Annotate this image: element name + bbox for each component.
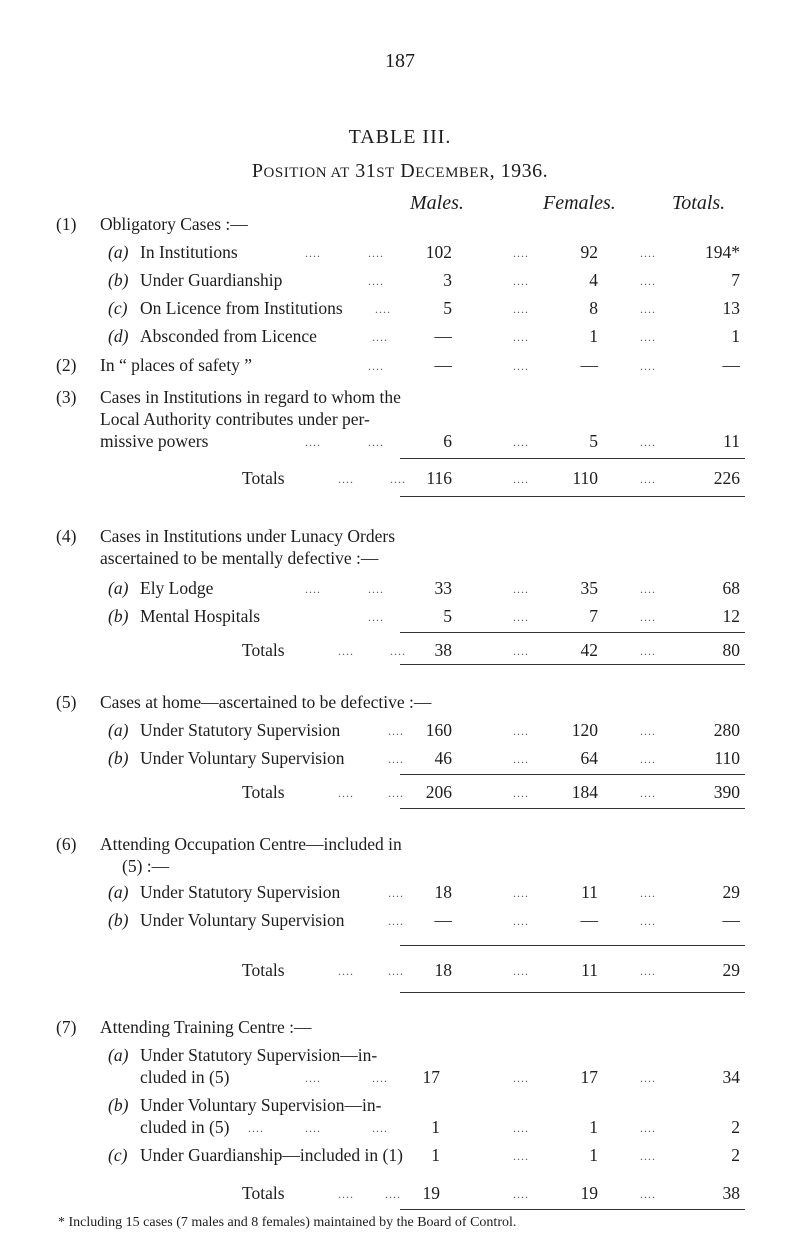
leader-dots: .... xyxy=(640,1071,656,1085)
leader-dots: .... xyxy=(368,359,384,373)
cell-females: 8 xyxy=(589,298,598,318)
section-label-line: ascertained to be mentally defective :— xyxy=(100,548,379,568)
totals-label: Totals xyxy=(242,1183,285,1203)
row-label: Under Voluntary Supervision xyxy=(140,748,345,768)
leader-dots: .... xyxy=(513,610,529,624)
cell-males: 160 xyxy=(425,720,452,740)
cell-males: — xyxy=(434,326,452,346)
cell-females: 120 xyxy=(571,720,598,740)
cell-totals: 13 xyxy=(722,298,740,318)
row-label: Under Voluntary Supervision—in- xyxy=(140,1095,382,1115)
total-totals: 226 xyxy=(713,468,740,488)
column-header-totals: Totals. xyxy=(672,192,726,214)
leader-dots: .... xyxy=(513,1121,529,1135)
leader-dots: .... xyxy=(338,472,354,486)
row-letter: (b) xyxy=(108,910,129,930)
total-males: 19 xyxy=(422,1183,440,1203)
leader-dots: .... xyxy=(388,724,404,738)
row-letter: (a) xyxy=(108,578,129,598)
cell-males: 46 xyxy=(434,748,452,768)
leader-dots: .... xyxy=(640,1121,656,1135)
leader-dots: .... xyxy=(305,1121,321,1135)
totals-rule xyxy=(400,458,745,459)
total-males: 206 xyxy=(425,782,452,802)
cell-females: 5 xyxy=(589,431,598,451)
cell-females: 92 xyxy=(580,242,598,262)
totals-rule xyxy=(400,992,745,993)
section-label: In “ places of safety ” xyxy=(100,355,253,375)
row-label: In Institutions xyxy=(140,242,238,262)
row-letter: (a) xyxy=(108,1045,129,1065)
leader-dots: .... xyxy=(338,964,354,978)
row-label: Ely Lodge xyxy=(140,578,214,598)
section-label: Attending Occupation Centre—included in xyxy=(100,834,402,854)
leader-dots: .... xyxy=(640,330,656,344)
leader-dots: .... xyxy=(640,610,656,624)
leader-dots: .... xyxy=(513,914,529,928)
section-label: Obligatory Cases :— xyxy=(100,214,248,234)
cell-males: 1 xyxy=(431,1117,440,1137)
leader-dots: .... xyxy=(640,786,656,800)
totals-label: Totals xyxy=(242,782,285,802)
leader-dots: .... xyxy=(375,302,391,316)
leader-dots: .... xyxy=(640,644,656,658)
row-letter: (a) xyxy=(108,882,129,902)
cell-males: 1 xyxy=(431,1145,440,1165)
total-males: 38 xyxy=(434,640,452,660)
leader-dots: .... xyxy=(513,786,529,800)
total-totals: 38 xyxy=(722,1183,740,1203)
row-label: Under Statutory Supervision xyxy=(140,720,341,740)
total-males: 18 xyxy=(434,960,452,980)
section-label: Attending Training Centre :— xyxy=(100,1017,312,1037)
leader-dots: .... xyxy=(513,886,529,900)
totals-label: Totals xyxy=(242,960,285,980)
leader-dots: .... xyxy=(640,302,656,316)
cell-males: 5 xyxy=(443,298,452,318)
total-males: 116 xyxy=(426,468,452,488)
footnote: * Including 15 cases (7 males and 8 females) maintained by the Board of Control. xyxy=(58,1215,517,1230)
total-totals: 390 xyxy=(713,782,740,802)
leader-dots: .... xyxy=(388,752,404,766)
section-label: Cases in Institutions in regard to whom the xyxy=(100,387,401,407)
cell-males: 18 xyxy=(434,882,452,902)
cell-females: 64 xyxy=(580,748,598,768)
leader-dots: .... xyxy=(513,246,529,260)
total-totals: 80 xyxy=(722,640,740,660)
cell-males: 17 xyxy=(422,1067,440,1087)
row-letter: (b) xyxy=(108,1095,129,1115)
table-title: TABLE III. xyxy=(348,126,452,148)
cell-females: — xyxy=(580,910,598,930)
section-label: Cases at home—ascertained to be defective :— xyxy=(100,692,432,712)
cell-totals: 1 xyxy=(731,326,740,346)
totals-rule xyxy=(400,774,745,775)
leader-dots: .... xyxy=(640,886,656,900)
row-letter: (b) xyxy=(108,748,129,768)
leader-dots: .... xyxy=(368,246,384,260)
row-label: Mental Hospitals xyxy=(140,606,261,626)
section-number: (3) xyxy=(56,387,77,407)
section-number: (4) xyxy=(56,526,77,546)
page-number: 187 xyxy=(385,50,415,72)
total-females: 184 xyxy=(571,782,598,802)
row-label: On Licence from Institutions xyxy=(140,298,343,318)
row-label: Under Guardianship xyxy=(140,270,283,290)
leader-dots: .... xyxy=(513,330,529,344)
leader-dots: .... xyxy=(513,752,529,766)
row-label: Under Guardianship—included in (1) xyxy=(140,1145,403,1165)
row-label: Under Voluntary Supervision xyxy=(140,910,345,930)
cell-totals: 2 xyxy=(731,1117,740,1137)
leader-dots: .... xyxy=(338,644,354,658)
leader-dots: .... xyxy=(640,914,656,928)
totals-rule xyxy=(400,945,745,946)
leader-dots: .... xyxy=(338,786,354,800)
total-totals: 29 xyxy=(722,960,740,980)
cell-females: 4 xyxy=(589,270,598,290)
leader-dots: .... xyxy=(513,359,529,373)
leader-dots: .... xyxy=(640,582,656,596)
leader-dots: .... xyxy=(372,1121,388,1135)
leader-dots: .... xyxy=(640,359,656,373)
cell-females: 1 xyxy=(589,1145,598,1165)
leader-dots: .... xyxy=(390,644,406,658)
leader-dots: .... xyxy=(640,964,656,978)
totals-rule xyxy=(400,1209,745,1210)
totals-label: Totals xyxy=(242,468,285,488)
cell-males: — xyxy=(434,910,452,930)
leader-dots: .... xyxy=(513,1187,529,1201)
cell-females: — xyxy=(580,355,598,375)
cell-totals: 29 xyxy=(722,882,740,902)
leader-dots: .... xyxy=(640,435,656,449)
cell-females: 1 xyxy=(589,326,598,346)
leader-dots: .... xyxy=(388,964,404,978)
cell-females: 17 xyxy=(580,1067,598,1087)
leader-dots: .... xyxy=(368,274,384,288)
leader-dots: .... xyxy=(305,435,321,449)
leader-dots: .... xyxy=(513,1071,529,1085)
leader-dots: .... xyxy=(368,582,384,596)
leader-dots: .... xyxy=(368,610,384,624)
section-label-line: (5) :— xyxy=(122,856,170,876)
cell-males: — xyxy=(434,355,452,375)
section-label-line: Local Authority contributes under per- xyxy=(100,409,370,429)
section-number: (5) xyxy=(56,692,77,712)
cell-females: 1 xyxy=(589,1117,598,1137)
leader-dots: .... xyxy=(513,582,529,596)
row-label-line: cluded in (5) xyxy=(140,1117,230,1137)
row-letter: (d) xyxy=(108,326,129,346)
leader-dots: .... xyxy=(385,1187,401,1201)
leader-dots: .... xyxy=(640,1149,656,1163)
total-females: 110 xyxy=(572,468,598,488)
leader-dots: .... xyxy=(513,644,529,658)
leader-dots: .... xyxy=(640,246,656,260)
leader-dots: .... xyxy=(372,330,388,344)
leader-dots: .... xyxy=(640,274,656,288)
cell-totals: 12 xyxy=(722,606,740,626)
cell-females: 7 xyxy=(589,606,598,626)
leader-dots: .... xyxy=(305,246,321,260)
cell-females: 11 xyxy=(581,882,598,902)
cell-totals: 280 xyxy=(713,720,740,740)
leader-dots: .... xyxy=(640,1187,656,1201)
cell-totals: 110 xyxy=(714,748,740,768)
leader-dots: .... xyxy=(388,914,404,928)
totals-rule xyxy=(400,664,745,665)
total-females: 42 xyxy=(580,640,598,660)
cell-totals: 68 xyxy=(722,578,740,598)
leader-dots: .... xyxy=(640,752,656,766)
leader-dots: .... xyxy=(390,472,406,486)
leader-dots: .... xyxy=(372,1071,388,1085)
total-females: 11 xyxy=(581,960,598,980)
cell-males: 5 xyxy=(443,606,452,626)
cell-males: 33 xyxy=(434,578,452,598)
section-number: (2) xyxy=(56,355,77,375)
leader-dots: .... xyxy=(248,1121,264,1135)
leader-dots: .... xyxy=(305,582,321,596)
cell-males: 6 xyxy=(443,431,452,451)
cell-totals: 11 xyxy=(723,431,740,451)
row-label: Under Statutory Supervision xyxy=(140,882,341,902)
row-label: Absconded from Licence xyxy=(140,326,317,346)
row-letter: (c) xyxy=(108,298,128,318)
column-header-females: Females. xyxy=(543,192,616,214)
cell-totals: — xyxy=(722,355,740,375)
column-header-males: Males. xyxy=(410,192,464,214)
cell-totals: — xyxy=(722,910,740,930)
totals-rule xyxy=(400,808,745,809)
totals-rule xyxy=(400,632,745,633)
leader-dots: .... xyxy=(338,1187,354,1201)
row-letter: (b) xyxy=(108,606,129,626)
leader-dots: .... xyxy=(513,302,529,316)
leader-dots: .... xyxy=(388,886,404,900)
leader-dots: .... xyxy=(305,1071,321,1085)
table-subtitle: POSITION AT 31ST DECEMBER, 1936. xyxy=(251,160,549,182)
row-letter: (b) xyxy=(108,270,129,290)
cell-totals: 34 xyxy=(722,1067,740,1087)
cell-males: 102 xyxy=(425,242,452,262)
cell-totals: 194* xyxy=(705,242,740,262)
total-females: 19 xyxy=(580,1183,598,1203)
row-label-line: cluded in (5) xyxy=(140,1067,230,1087)
leader-dots: .... xyxy=(388,786,404,800)
totals-label: Totals xyxy=(242,640,285,660)
section-number: (1) xyxy=(56,214,77,234)
leader-dots: .... xyxy=(640,472,656,486)
section-label: Cases in Institutions under Lunacy Orders xyxy=(100,526,396,546)
leader-dots: .... xyxy=(513,724,529,738)
section-number: (7) xyxy=(56,1017,77,1037)
leader-dots: .... xyxy=(513,435,529,449)
row-letter: (c) xyxy=(108,1145,128,1165)
totals-rule xyxy=(400,496,745,497)
leader-dots: .... xyxy=(513,472,529,486)
cell-totals: 2 xyxy=(731,1145,740,1165)
section-label-line: missive powers xyxy=(100,431,209,451)
cell-females: 35 xyxy=(580,578,598,598)
row-label: Under Statutory Supervision—in- xyxy=(140,1045,378,1065)
row-letter: (a) xyxy=(108,720,129,740)
section-number: (6) xyxy=(56,834,77,854)
leader-dots: .... xyxy=(368,435,384,449)
cell-totals: 7 xyxy=(731,270,740,290)
cell-males: 3 xyxy=(443,270,452,290)
leader-dots: .... xyxy=(513,274,529,288)
leader-dots: .... xyxy=(640,724,656,738)
leader-dots: .... xyxy=(513,964,529,978)
leader-dots: .... xyxy=(513,1149,529,1163)
row-letter: (a) xyxy=(108,242,129,262)
